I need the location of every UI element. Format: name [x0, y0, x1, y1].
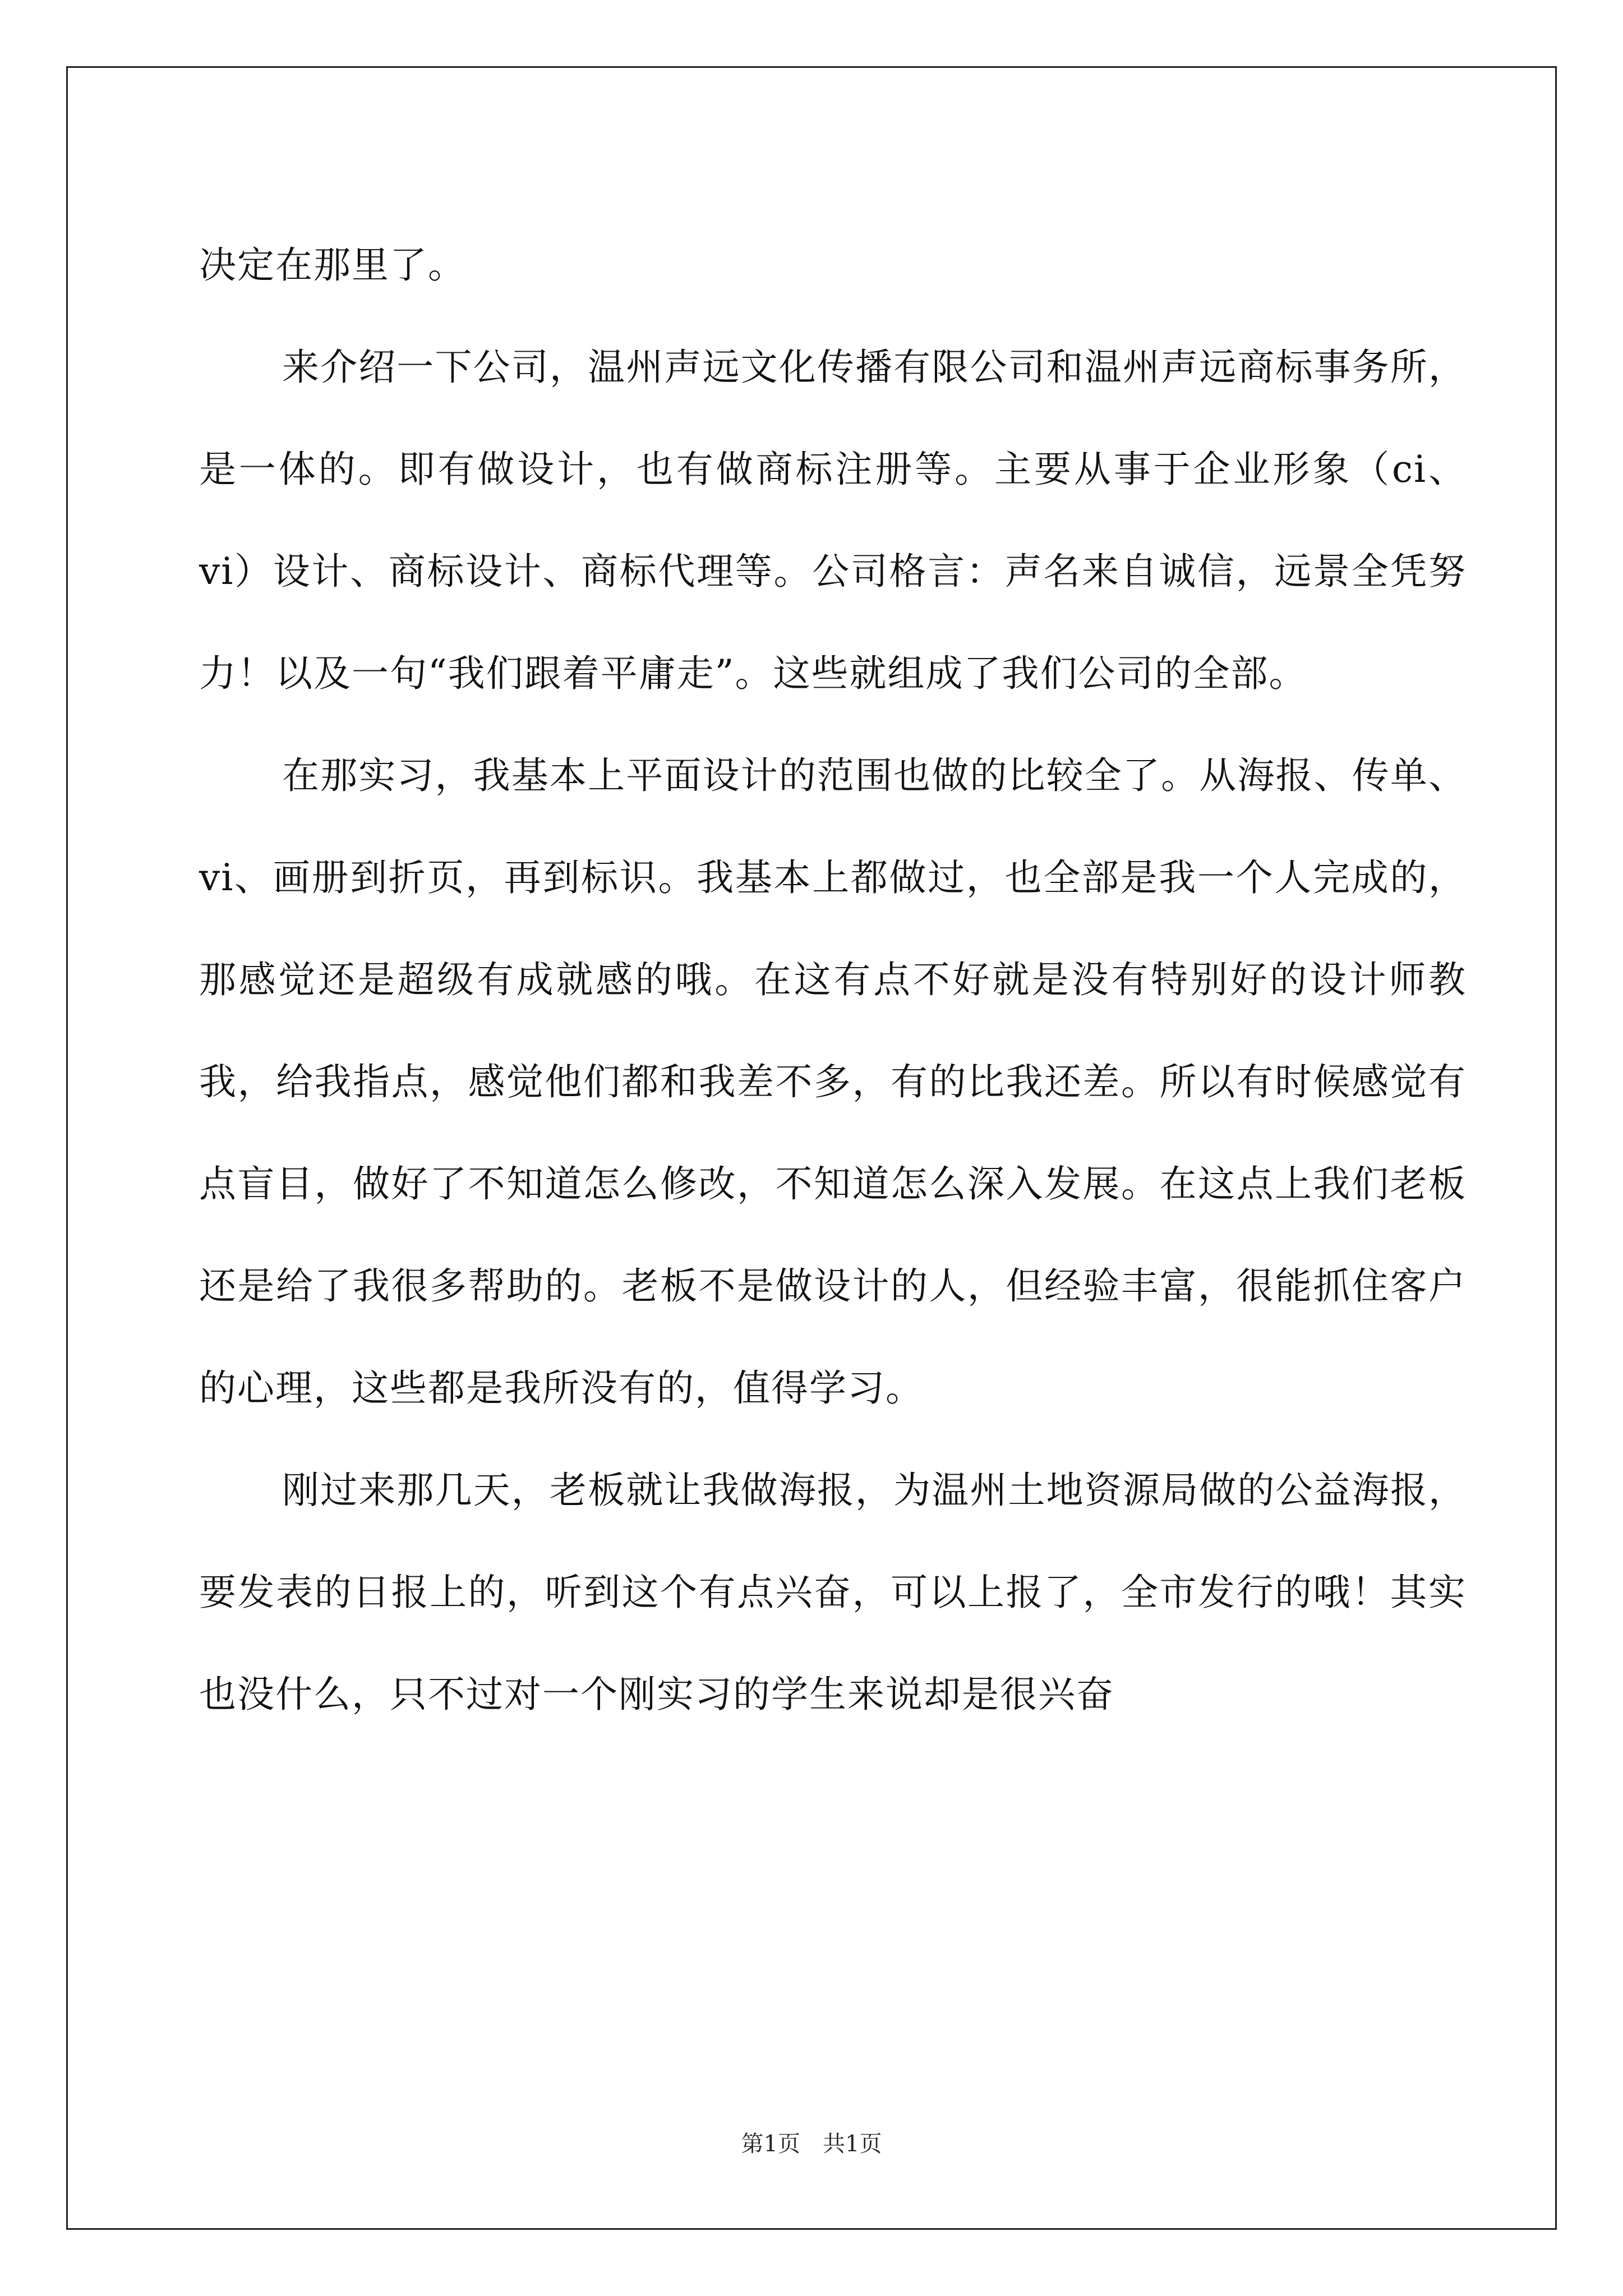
paragraph-3: 在那实习，我基本上平面设计的范围也做的比较全了。从海报、传单、vi、画册到折页，再到标识。我基本上都做过，也全部是我一个人完成的，那感觉还是超级有成就感的哦。在这有点不好就是没有特别好的设计师教我，给我指点，感觉他们都和我差不多，有的比我还差。所以有时候感觉有点盲目，做好了不知道怎么修改，不知道怎么深入发展。在这点上我们老板还是给了我很多帮助的。老板不是做设计的人，但经验丰富，很能抓住客户的心理，这些都是我所没有的，值得学习。 — [199, 754, 1467, 1410]
paragraph-4: 刚过来那几天，老板就让我做海报，为温州土地资源局做的公益海报，要发表的日报上的，听到这个有点兴奋，可以上报了，全市发行的哦！其实也没什么，只不过对一个刚实习的学生来说却是很兴奋 — [199, 1469, 1467, 1716]
paragraph-1: 决定在那里了。 — [199, 243, 466, 287]
document-body — [199, 214, 1467, 1746]
page-footer: 第1页 共1页 — [741, 2131, 882, 2157]
paragraph-2: 来介绍一下公司，温州声远文化传播有限公司和温州声远商标事务所，是一体的。即有做设计，也有做商标注册等。主要从事于企业形象（ci、vi）设计、商标设计、商标代理等。公司格言：声名来自诚信，远景全凭努力！以及一句“我们跟着平庸走”。这些就组成了我们公司的全部。 — [199, 346, 1467, 695]
